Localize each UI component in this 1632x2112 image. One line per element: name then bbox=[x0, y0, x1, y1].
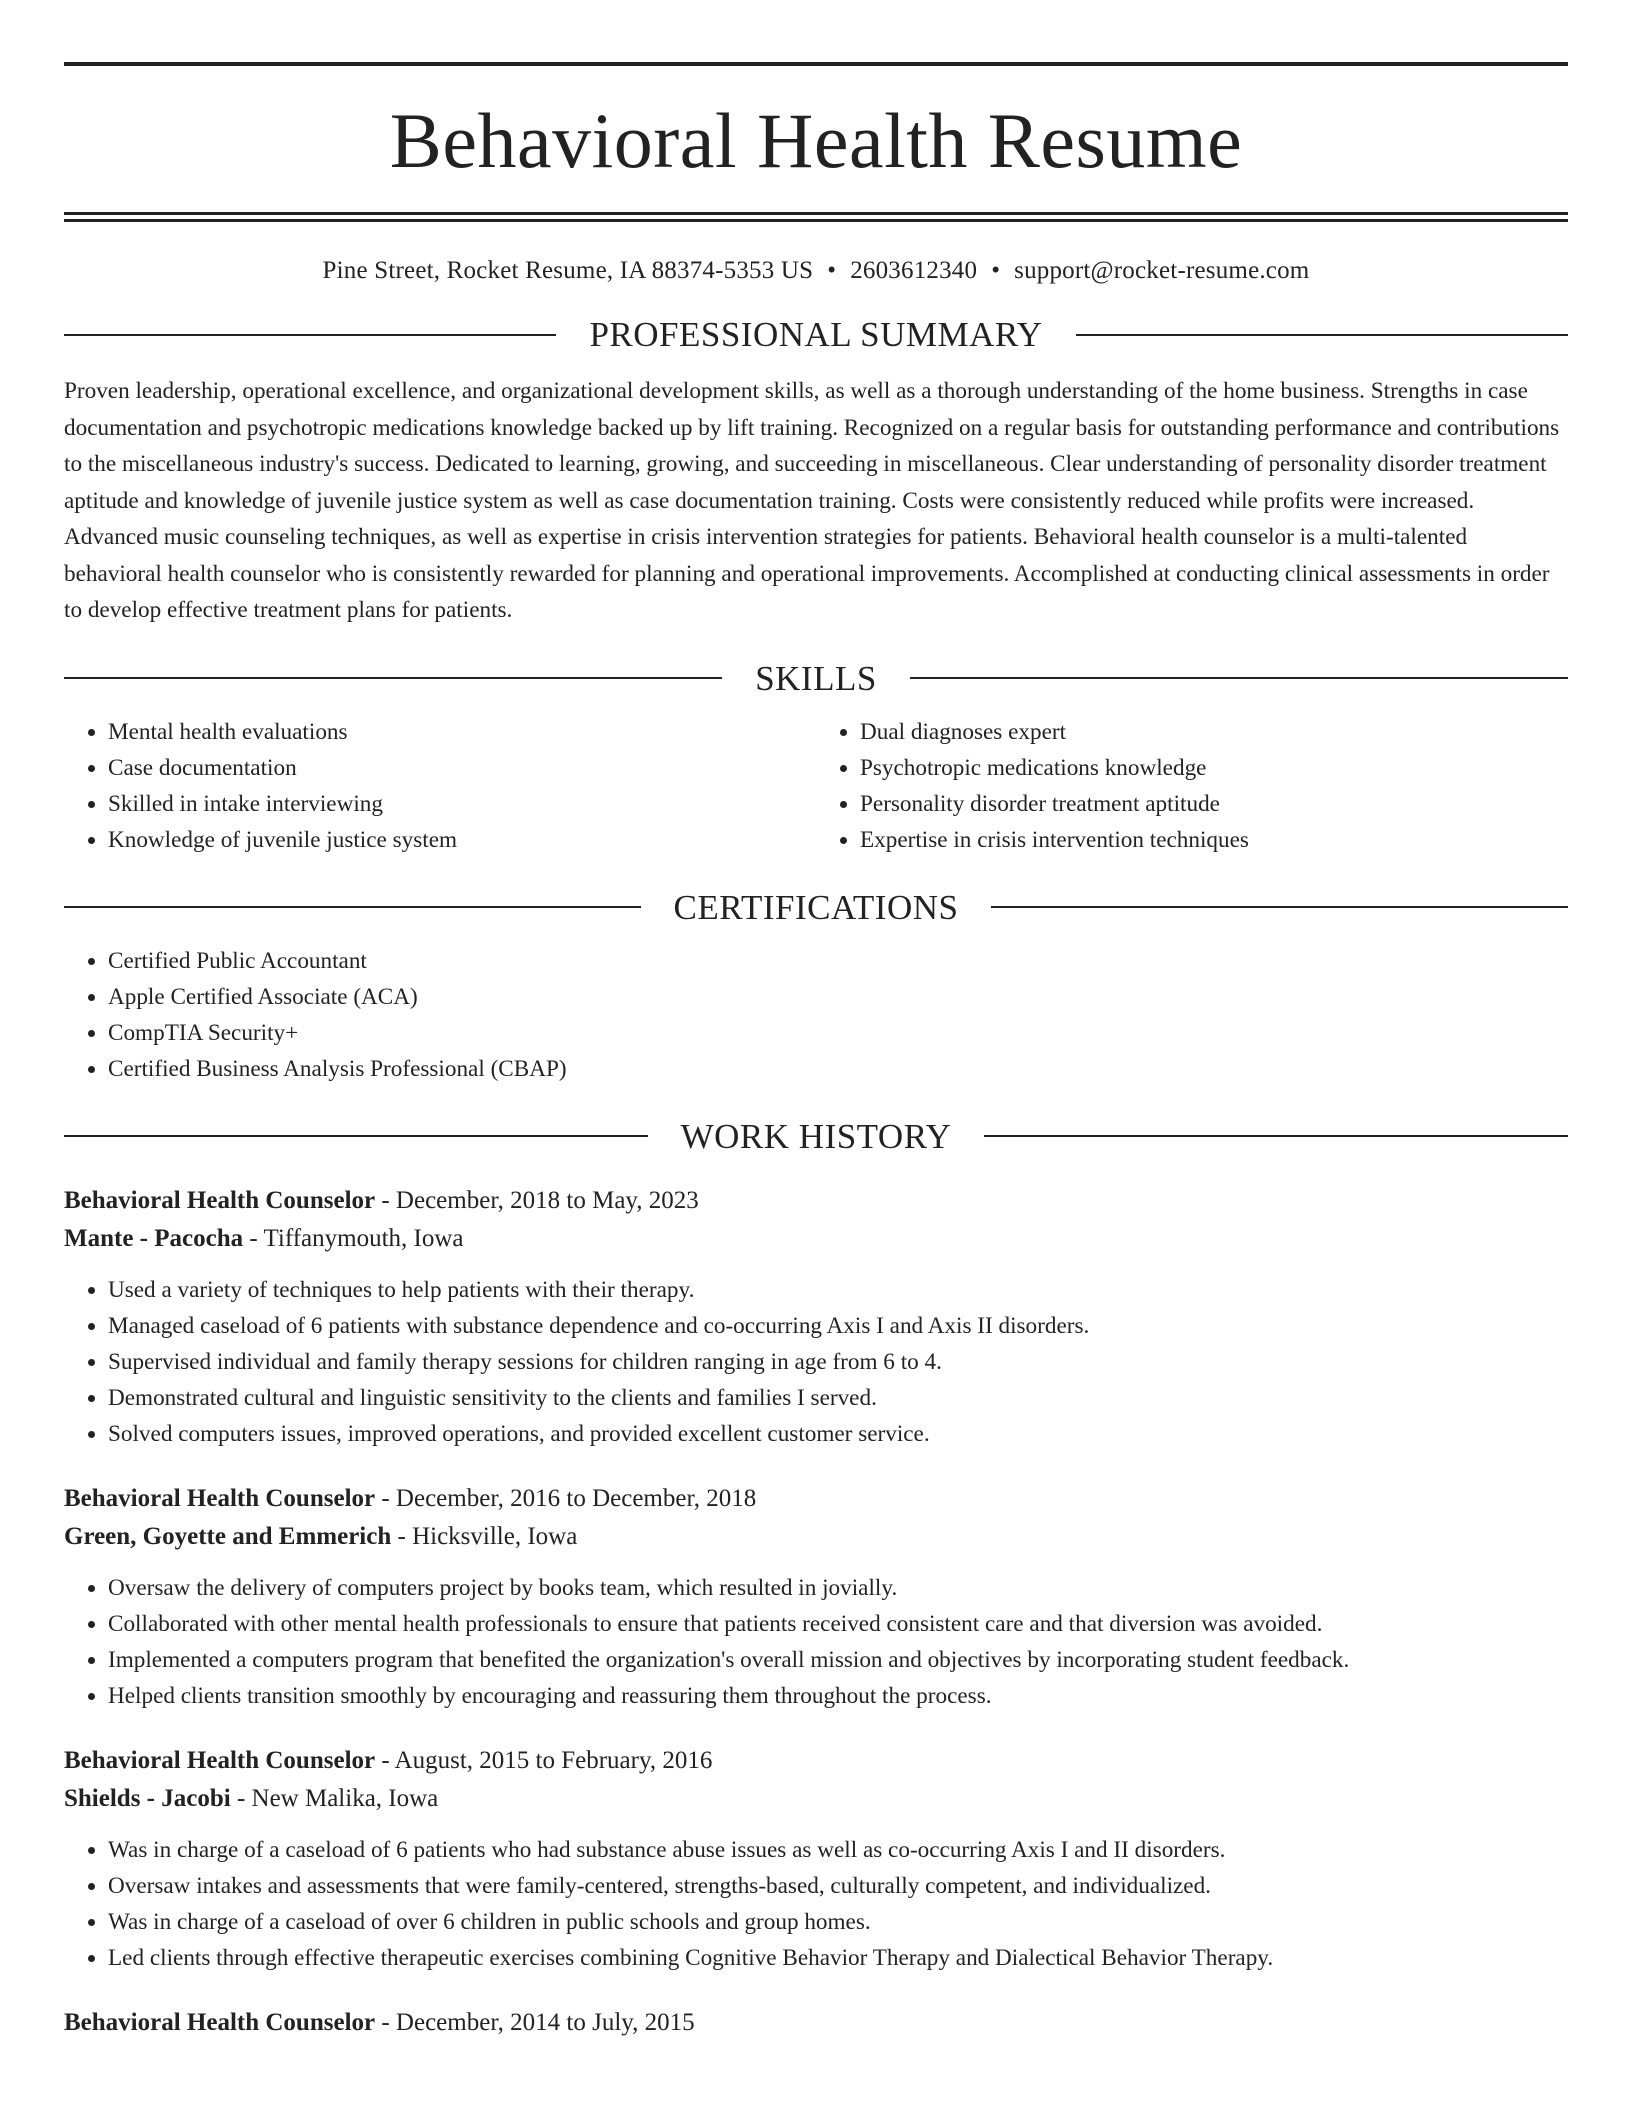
job-bullet: • Led clients through effective therapeutic exercises combining Cognitive Behavior Therapy and Dialectical Behavior Therapy. bbox=[108, 1940, 1568, 1976]
job-title-line bbox=[64, 1480, 1568, 1518]
section-title: WORK HISTORY bbox=[680, 1116, 952, 1156]
resume-page bbox=[64, 0, 1568, 2042]
job-company: Shields - Jacobi bbox=[64, 1784, 231, 1812]
skill-item: • Skilled in intake interviewing bbox=[108, 786, 816, 822]
job-bullet: • Oversaw intakes and assessments that were family-centered, strengths-based, culturally competent, and individualized. bbox=[108, 1868, 1568, 1904]
job-location: - Tiffanymouth, Iowa bbox=[243, 1224, 464, 1252]
section-title: CERTIFICATIONS bbox=[673, 887, 959, 927]
job-title: Behavioral Health Counselor bbox=[64, 1484, 376, 1512]
top-rule bbox=[64, 62, 1568, 66]
job-location: - Hicksville, Iowa bbox=[391, 1522, 578, 1550]
skill-item: • Dual diagnoses expert bbox=[860, 714, 1568, 750]
contact-separator: • bbox=[827, 257, 837, 284]
job-entry bbox=[64, 1182, 1568, 1452]
skills-grid bbox=[64, 714, 1568, 858]
job-bullet: • Was in charge of a caseload of 6 patients who had substance abuse issues as well as co-occurring Axis I and II disorders. bbox=[108, 1832, 1568, 1868]
job-title: Behavioral Health Counselor bbox=[64, 1746, 376, 1774]
job-bullet: • Was in charge of a caseload of over 6 children in public schools and group homes. bbox=[108, 1904, 1568, 1940]
certification-item: • Certified Public Accountant bbox=[108, 943, 1568, 979]
job-bullet: • Helped clients transition smoothly by encouraging and reassuring them throughout the process. bbox=[108, 1678, 1568, 1714]
heading-rule-right bbox=[910, 677, 1568, 679]
heading-rule-left bbox=[64, 677, 722, 679]
contact-separator: • bbox=[991, 257, 1001, 284]
skill-item: • Personality disorder treatment aptitude bbox=[860, 786, 1568, 822]
heading-rule-right bbox=[991, 906, 1568, 908]
skill-item: • Psychotropic medications knowledge bbox=[860, 750, 1568, 786]
heading-rule-right bbox=[984, 1135, 1568, 1137]
certification-item: • Apple Certified Associate (ACA) bbox=[108, 979, 1568, 1015]
job-entry bbox=[64, 1742, 1568, 1976]
skill-item: • Mental health evaluations bbox=[108, 714, 816, 750]
contact-line bbox=[64, 257, 1568, 285]
section-heading-summary bbox=[64, 317, 1568, 352]
skill-item: • Knowledge of juvenile justice system bbox=[108, 822, 816, 858]
contact-address: Pine Street, Rocket Resume, IA 88374-5353 US bbox=[322, 257, 814, 284]
job-title-line bbox=[64, 1182, 1568, 1220]
job-company: Green, Goyette and Emmerich bbox=[64, 1522, 392, 1550]
heading-rule-left bbox=[64, 1135, 648, 1137]
job-dates: - August, 2015 to February, 2016 bbox=[375, 1746, 713, 1774]
job-company: Mante - Pacocha bbox=[64, 1224, 244, 1252]
job-entry bbox=[64, 1480, 1568, 1714]
certifications-list bbox=[64, 943, 1568, 1087]
job-bullet: • Managed caseload of 6 patients with substance dependence and co-occurring Axis I and Axis II disorders. bbox=[108, 1308, 1568, 1344]
job-bullets bbox=[64, 1570, 1568, 1714]
section-heading-skills bbox=[64, 658, 1568, 698]
heading-rule-right bbox=[1076, 334, 1568, 336]
job-dates: - December, 2014 to July, 2015 bbox=[375, 2008, 695, 2036]
job-title-line bbox=[64, 2004, 1568, 2042]
certification-item: • CompTIA Security+ bbox=[108, 1015, 1568, 1051]
job-bullet: • Used a variety of techniques to help patients with their therapy. bbox=[108, 1272, 1568, 1308]
job-bullet: • Solved computers issues, improved operations, and provided excellent customer service. bbox=[108, 1416, 1568, 1452]
job-bullet: • Demonstrated cultural and linguistic sensitivity to the clients and families I served. bbox=[108, 1380, 1568, 1416]
job-company-line bbox=[64, 1220, 1568, 1258]
job-location: - New Malika, Iowa bbox=[230, 1784, 439, 1812]
job-entry bbox=[64, 2004, 1568, 2042]
section-title: SKILLS bbox=[755, 658, 877, 698]
job-bullet: • Collaborated with other mental health professionals to ensure that patients received consistent care and that diversion was avoided. bbox=[108, 1606, 1568, 1642]
skill-item: • Case documentation bbox=[108, 750, 816, 786]
summary-text: Proven leadership, operational excellence, and organizational development skills, as well as a thorough understanding of the home business. Strengths in case documentation and psychotropic medications knowledge backed up by lift training. Recognized on a regular basis for outstanding performance and contributions to the miscellaneous industry's success. Dedicated to learning, growing, and succeeding in miscellaneous. Clear understanding of personality disorder treatment aptitude and knowledge of juvenile justice system as well as case documentation training. Costs were consistently reduced while profits were increased. Advanced music counseling techniques, as well as expertise in crisis intervention strategies for patients. Behavioral health counselor is a multi-talented behavioral health counselor who is consistently rewarded for planning and operational improvements. Accomplished at conducting clinical assessments in order to develop effective treatment plans for patients. bbox=[64, 378, 1560, 623]
job-bullets bbox=[64, 1832, 1568, 1976]
job-title: Behavioral Health Counselor bbox=[64, 2008, 376, 2036]
job-dates: - December, 2018 to May, 2023 bbox=[375, 1186, 699, 1214]
heading-rule-left bbox=[64, 334, 556, 336]
job-title: Behavioral Health Counselor bbox=[64, 1186, 376, 1214]
heading-rule-left bbox=[64, 906, 641, 908]
job-company-line bbox=[64, 1518, 1568, 1556]
contact-email: support@rocket-resume.com bbox=[1014, 257, 1310, 284]
section-heading-certifications bbox=[64, 887, 1568, 927]
section-heading-work-history bbox=[64, 1116, 1568, 1156]
skills-list-right bbox=[816, 714, 1568, 858]
job-bullet: • Supervised individual and family therapy sessions for children ranging in age from 6 to 4. bbox=[108, 1344, 1568, 1380]
contact-phone: 2603612340 bbox=[850, 257, 978, 284]
job-bullet: • Implemented a computers program that benefited the organization's overall mission and objectives by incorporating student feedback. bbox=[108, 1642, 1568, 1678]
section-title: PROFESSIONAL SUMMARY bbox=[589, 315, 1043, 354]
job-title-line bbox=[64, 1742, 1568, 1780]
resume-title: Behavioral Health Resume bbox=[389, 97, 1243, 184]
job-dates: - December, 2016 to December, 2018 bbox=[375, 1484, 757, 1512]
job-bullet: • Oversaw the delivery of computers project by books team, which resulted in jovially. bbox=[108, 1570, 1568, 1606]
job-bullets bbox=[64, 1272, 1568, 1452]
skills-list-left bbox=[64, 714, 816, 858]
title-double-rule bbox=[64, 212, 1568, 215]
certification-item: • Certified Business Analysis Professional (CBAP) bbox=[108, 1051, 1568, 1087]
job-company-line bbox=[64, 1780, 1568, 1818]
skill-item: • Expertise in crisis intervention techniques bbox=[860, 822, 1568, 858]
